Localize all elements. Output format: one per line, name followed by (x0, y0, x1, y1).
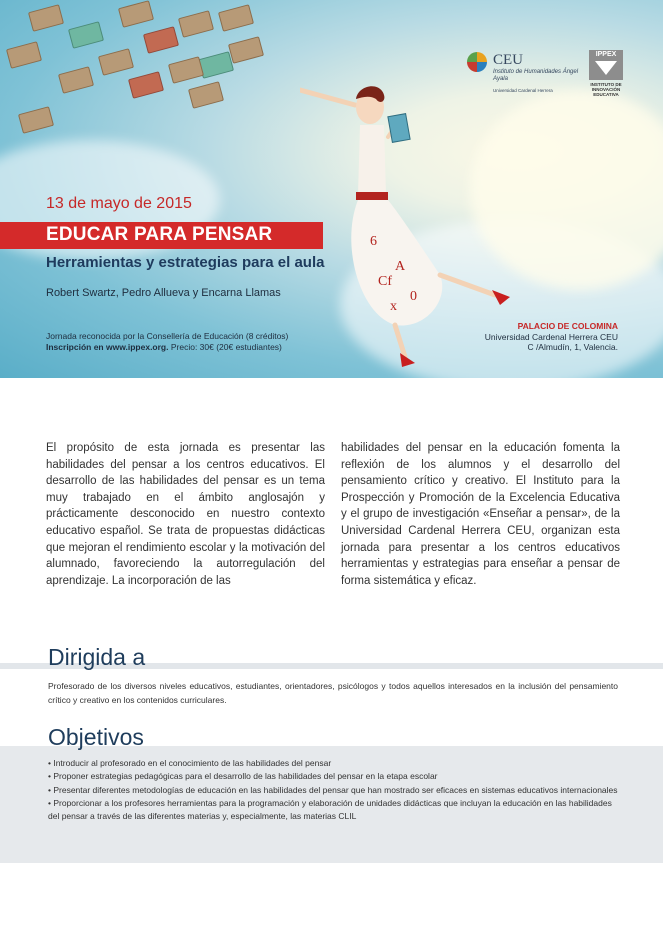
list-item: • Proporcionar a los profesores herramientas para la programación y elaboración de unidades didácticas que incluyan la educación en las habilidades del pensar a través de las diferentes materias y, especialmente, las materias CLIL (48, 797, 612, 822)
recognition-note: Jornada reconocida por la Consellería de Educación (8 créditos) (46, 331, 289, 341)
ceu-name: CEU (493, 52, 523, 68)
flying-book-icon (28, 4, 64, 32)
venue-line2: C /Almudín, 1, Valencia. (527, 342, 618, 352)
ippex-logo (586, 50, 626, 102)
ippex-caption: INSTITUTO DE INNOVACIÓN EDUCATIVA (590, 82, 622, 97)
dirigida-text: Profesorado de los diversos niveles educativos, estudiantes, orientadores, psicólogos y todos aquellos interesados en la inclusión del pensamiento crítico y creativo en los contenidos curriculares. (48, 681, 618, 705)
ceu-mark-icon (467, 52, 487, 72)
flying-book-icon (178, 10, 214, 38)
objetivos-list (48, 757, 623, 823)
flying-book-icon (128, 71, 164, 99)
intro-left-column: El propósito de esta jornada es presentar las habilidades del pensar a los centros educativos. El desarrollo de las habilidades del pensar es un tema muy trabajado en el ámbito anglosajón y prácticamente desconocido en nuestro contexto educativo español. Se trata de propuestas didácticas que mejoran el rendimiento escolar y la motivación del alumnado, favoreciendo la autorregulación del aprendizaje. La incorporación de las (46, 442, 325, 587)
list-item: • Proponer estrategias pedagógicas para el desarrollo de las habilidades del pensar en la etapa escolar (48, 771, 438, 782)
list-item: • Introducir al profesorado en el conocimiento de las habilidades del pensar (48, 758, 332, 768)
svg-text:x: x (390, 299, 397, 314)
event-authors: Robert Swartz, Pedro Allueva y Encarna Llamas (46, 287, 281, 299)
intro-right-column: habilidades del pensar en la educación fomenta la reflexión de los alumnos y el desarrollo del pensamiento crítico y creativo. El Instituto para la Prospección y Promoción de la Excelencia Educativa y el grupo de investigación «Enseñar a pensar», de la Universidad Cardenal Herrera CEU, organizan esta jornada para presentar a los centros educativos herramientas y estrategias para enseñar a pensar de forma sistemática y eficaz. (341, 442, 620, 587)
venue-block (485, 321, 618, 353)
registration-link[interactable]: Inscripción en www.ippex.org. (46, 342, 169, 352)
flying-book-icon (68, 21, 104, 49)
flying-book-icon (58, 66, 94, 94)
hero-banner (0, 0, 663, 378)
svg-text:Cf: Cf (378, 274, 392, 289)
svg-text:6: 6 (370, 234, 377, 249)
event-date: 13 de mayo de 2015 (46, 195, 192, 212)
flying-book-icon (98, 48, 134, 76)
registration-note (46, 342, 282, 352)
flying-book-icon (218, 4, 254, 32)
flying-book-icon (6, 41, 42, 69)
flying-book-icon (143, 26, 179, 54)
objetivos-heading: Objetivos (48, 724, 144, 750)
ippex-mark-icon (589, 50, 623, 80)
ippex-name: IPPEX (595, 51, 617, 58)
event-title: EDUCAR PARA PENSAR (46, 224, 273, 245)
flying-book-icon (188, 81, 224, 109)
ceu-university: Universidad Cardenal Herrera (493, 88, 553, 93)
event-subtitle: Herramientas y estrategias para el aula (46, 254, 325, 271)
ceu-logo (467, 52, 577, 92)
ceu-institute: Instituto de Humanidades Ángel Ayala (493, 69, 579, 82)
flying-book-icon (228, 36, 264, 64)
flying-book-icon (18, 106, 54, 134)
list-item: • Presentar diferentes metodologías de educación en las habilidades del pensar que han mostrado ser eficaces en sistemas educativos internacionales (48, 784, 618, 795)
svg-text:0: 0 (410, 289, 417, 304)
flying-book-icon (118, 0, 154, 28)
venue-line1: Universidad Cardenal Herrera CEU (484, 331, 618, 342)
registration-price: Precio: 30€ (20€ estudiantes) (168, 342, 282, 352)
svg-text:A: A (395, 259, 406, 274)
flying-book-icon (168, 56, 204, 84)
dirigida-heading: Dirigida a (48, 644, 146, 670)
venue-name: PALACIO DE COLOMINA (517, 321, 618, 331)
